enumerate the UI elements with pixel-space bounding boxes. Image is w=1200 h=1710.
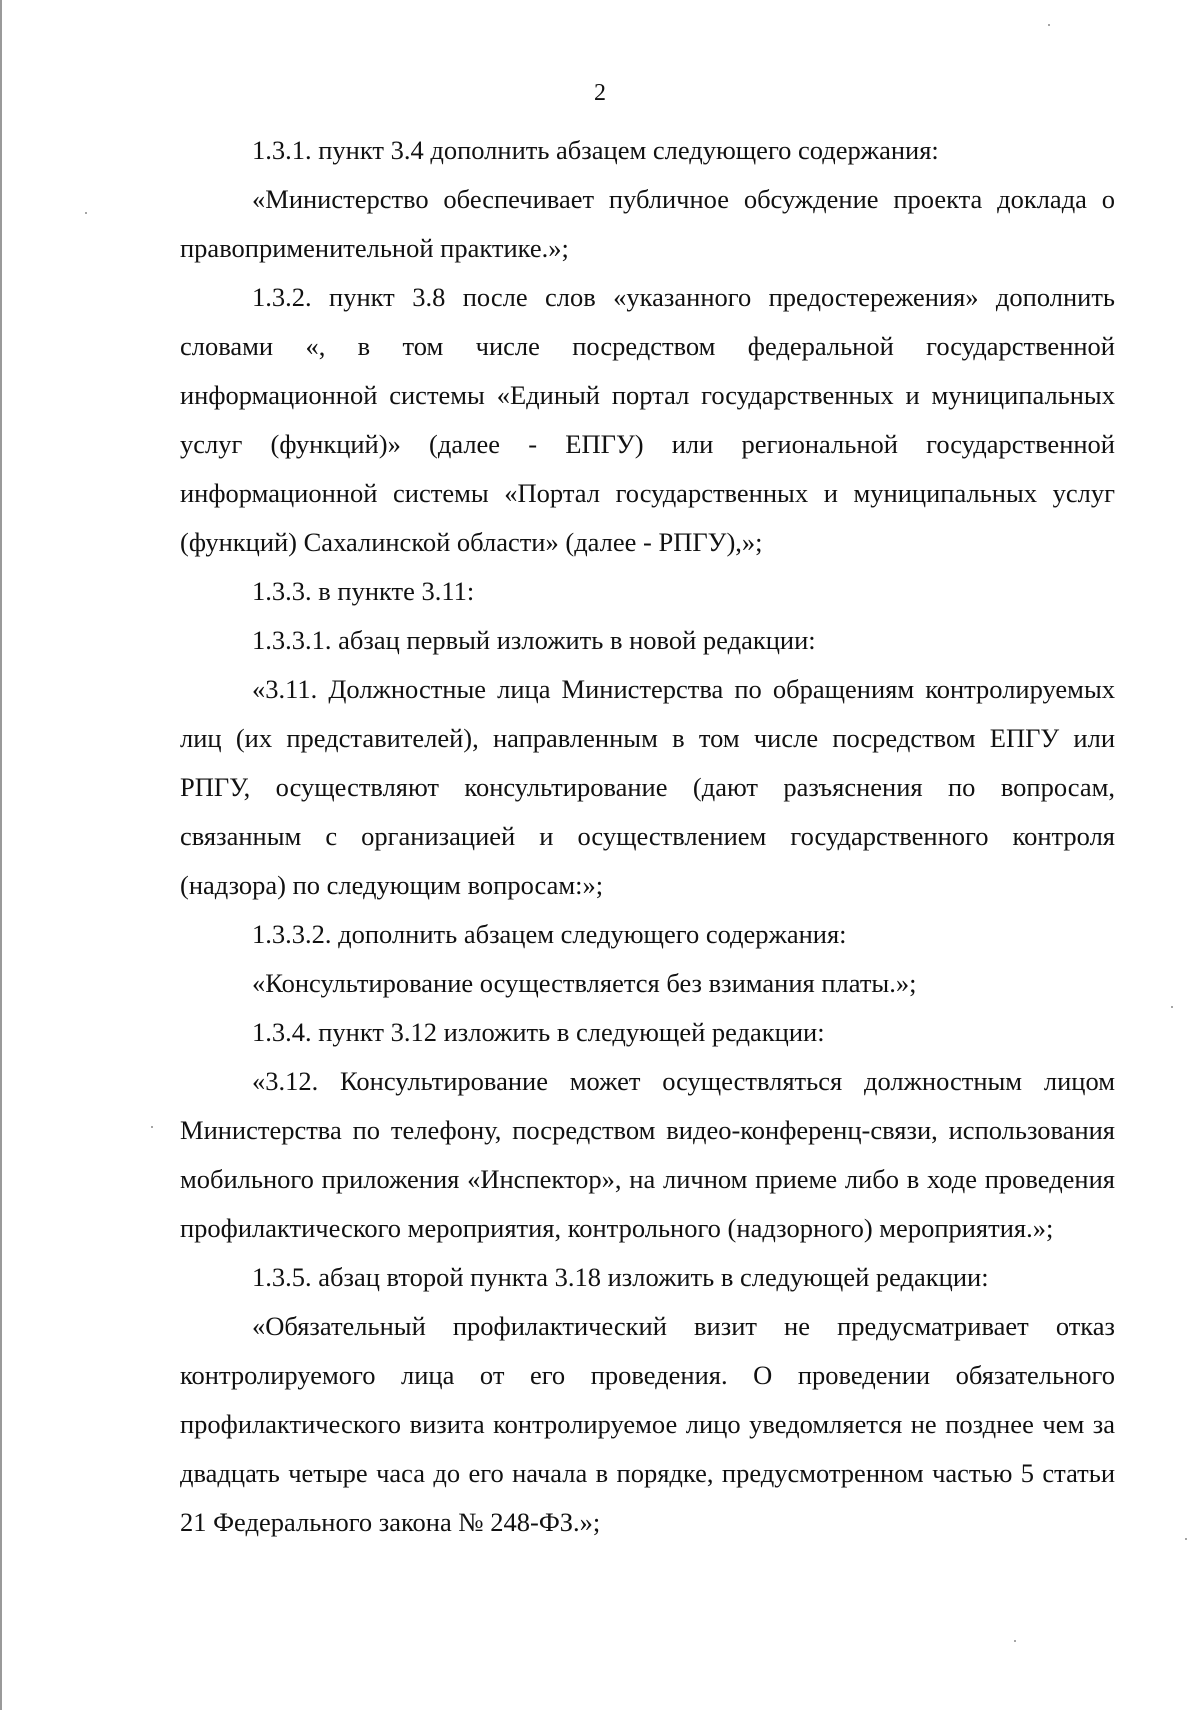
scan-speck xyxy=(85,212,87,214)
paragraph-1-3-3-2: 1.3.3.2. дополнить абзацем следующего содержания: xyxy=(252,919,847,949)
paragraph-1-3-3-1: 1.3.3.1. абзац первый изложить в новой редакции: xyxy=(252,625,816,655)
paragraph-quote-3-12: «3.12. Консультирование может осуществляться должностным лицом Министерства по телефону, посредством видео-конференц-связи, использования мобильного приложения «Инспектор», на личном приеме либо в ходе проведения профилактического мероприятия, контрольного (надзорного) мероприятия.»; xyxy=(180,1066,1115,1243)
page-number: 2 xyxy=(594,80,606,106)
paragraph-1-3-3: 1.3.3. в пункте 3.11: xyxy=(252,576,475,606)
paragraph-quote-visit: «Обязательный профилактический визит не предусматривает отказ контролируемого лица от его проведения. О проведении обязательного профилактического визита контролируемое лицо уведомляется не позднее чем за двадцать четыре часа до его начала в порядке, предусмотренном частью 5 статьи 21 Федерального закона № 248-ФЗ.»; xyxy=(180,1311,1115,1537)
scan-speck xyxy=(1014,1640,1016,1642)
paragraph-quote-ministry: «Министерство обеспечивает публичное обсуждение проекта доклада о правоприменительной практике.»; xyxy=(180,184,1115,263)
paragraph-1-3-2: 1.3.2. пункт 3.8 после слов «указанного предостережения» дополнить словами «, в том числе посредством федеральной государственной информационной системы «Единый портал государственных и муниципальных услуг (функций)» (далее - ЕПГУ) или региональной государственной информационной системы «Портал государственных и муниципальных услуг (функций) Сахалинской области» (далее - РПГУ),»; xyxy=(180,282,1115,557)
paragraph-1-3-1: 1.3.1. пункт 3.4 дополнить абзацем следующего содержания: xyxy=(252,135,939,165)
scan-speck xyxy=(1171,1006,1173,1008)
paragraph-quote-consulting: «Консультирование осуществляется без взимания платы.»; xyxy=(252,968,917,998)
scan-speck xyxy=(151,1126,153,1128)
scan-speck xyxy=(1185,1538,1187,1540)
paragraph-1-3-5: 1.3.5. абзац второй пункта 3.18 изложить в следующей редакции: xyxy=(252,1262,989,1292)
scan-edge xyxy=(0,0,2,1710)
document-body xyxy=(180,126,1115,1547)
scan-speck xyxy=(1048,24,1050,26)
paragraph-quote-3-11: «3.11. Должностные лица Министерства по обращениям контролируемых лиц (их представителей), направленным в том числе посредством ЕПГУ или РПГУ, осуществляют консультирование (дают разъяснения по вопросам, связанным с организацией и осуществлением государственного контроля (надзора) по следующим вопросам:»; xyxy=(180,674,1115,900)
paragraph-1-3-4: 1.3.4. пункт 3.12 изложить в следующей редакции: xyxy=(252,1017,825,1047)
